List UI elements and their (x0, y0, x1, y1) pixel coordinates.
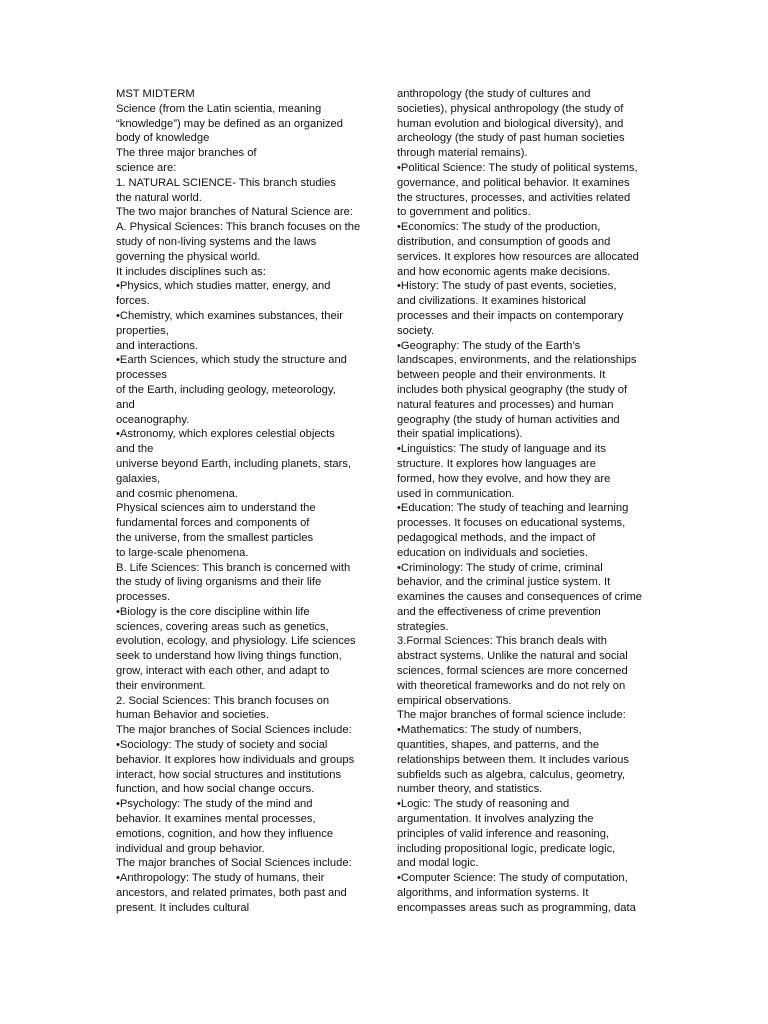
text-line: •Economics: The study of the production, (397, 221, 601, 234)
text-line: It includes disciplines such as: (116, 265, 266, 278)
text-line: archeology (the study of past human societies (397, 132, 625, 145)
text-line: seek to understand how living things function, (116, 650, 342, 663)
text-line: human Behavior and societies. (116, 709, 269, 722)
text-line: The three major branches of (116, 147, 257, 160)
text-line: sciences, covering areas such as genetics, (116, 620, 329, 633)
text-line: •Computer Science: The study of computation, (397, 872, 628, 885)
text-line: including propositional logic, predicate logic, (397, 842, 616, 855)
right-text-column (397, 87, 659, 916)
text-line: the structures, processes, and activities related (397, 191, 631, 204)
text-line: anthropology (the study of cultures and (397, 88, 591, 100)
text-line: education on individuals and societies. (397, 546, 588, 559)
text-line: function, and how social change occurs. (116, 783, 315, 796)
text-line: processes. It focuses on educational systems, (397, 517, 626, 530)
text-line: structure. It explores how languages are (397, 457, 596, 470)
text-line: behavior. It examines mental processes, (116, 813, 316, 826)
text-line: galaxies, (116, 472, 161, 485)
text-line: The two major branches of Natural Science are: (116, 206, 353, 219)
text-line: grow, interact with each other, and adapt to (116, 665, 330, 678)
text-line: evolution, ecology, and physiology. Life sciences (116, 635, 356, 648)
text-line: •Sociology: The study of society and social (116, 739, 328, 752)
text-line: and the effectiveness of crime prevention (397, 605, 601, 618)
text-line: •Linguistics: The study of language and its (397, 443, 606, 456)
text-line: relationships between them. It includes various (397, 753, 629, 766)
text-line: A. Physical Sciences: This branch focuses on the (116, 221, 361, 234)
text-line: their environment. (116, 679, 206, 692)
text-line: The major branches of formal science include: (397, 709, 626, 722)
text-line: •Astronomy, which explores celestial objects (116, 428, 335, 441)
text-line: •Geography: The study of the Earth’s (397, 339, 581, 352)
text-line: geography (the study of human activities and (397, 413, 620, 426)
text-line: •Psychology: The study of the mind and (116, 798, 313, 811)
text-line: pedagogical methods, and the impact of (397, 531, 596, 544)
text-line: •Anthropology: The study of humans, their (116, 872, 325, 885)
text-line: society. (397, 324, 435, 337)
text-line: human evolution and biological diversity), and (397, 117, 624, 130)
text-line: to government and politics. (397, 206, 531, 219)
text-line: individual and group behavior. (116, 842, 265, 855)
text-line: •Mathematics: The study of numbers, (397, 724, 582, 737)
text-line: formed, how they evolve, and how they are (397, 472, 611, 485)
text-line: processes. (116, 591, 171, 604)
text-line: and interactions. (116, 339, 199, 352)
text-line: 3.Formal Sciences: This branch deals with (397, 635, 607, 648)
left-text-column (116, 87, 378, 916)
text-line: •Logic: The study of reasoning and (397, 798, 570, 811)
text-line: abstract systems. Unlike the natural and social (397, 650, 628, 663)
text-line: emotions, cognition, and how they influence (116, 827, 334, 840)
text-line: Science (from the Latin scientia, meaning (116, 102, 322, 115)
text-line: body of knowledge (116, 132, 210, 145)
text-line: •Political Science: The study of political systems, (397, 161, 638, 174)
text-line: forces. (116, 295, 150, 308)
text-line: principles of valid inference and reasoning, (397, 827, 610, 840)
text-line: through material remains). (397, 147, 528, 160)
text-line: examines the causes and consequences of crime (397, 591, 643, 604)
text-line: processes (116, 369, 167, 382)
text-line: and the (116, 443, 154, 456)
text-line: includes both physical geography (the study of (397, 383, 628, 396)
text-line: quantities, shapes, and patterns, and the (397, 739, 600, 752)
text-line: universe beyond Earth, including planets, stars, (116, 457, 352, 470)
text-line: B. Life Sciences: This branch is concerned with (116, 561, 351, 574)
text-line: •Criminology: The study of crime, criminal (397, 561, 603, 574)
text-line: ancestors, and related primates, both past and (116, 887, 347, 900)
text-line: fundamental forces and components of (116, 517, 310, 530)
text-line: MST MIDTERM (116, 88, 195, 100)
text-line: 2. Social Sciences: This branch focuses on (116, 694, 330, 707)
text-line: and cosmic phenomena. (116, 487, 238, 500)
text-line: empirical observations. (397, 694, 512, 707)
text-line: algorithms, and information systems. It (397, 887, 589, 900)
text-line: •Education: The study of teaching and learning (397, 502, 629, 515)
text-line: interact, how social structures and institutions (116, 768, 342, 781)
text-line: “knowledge”) may be defined as an organized (116, 117, 343, 130)
text-line: natural features and processes) and human (397, 398, 614, 411)
text-line: behavior, and the criminal justice system. It (397, 576, 611, 589)
text-line: argumentation. It involves analyzing the (397, 813, 594, 826)
text-line: services. It explores how resources are allocated (397, 250, 639, 263)
text-line: and modal logic. (397, 857, 479, 870)
text-line: societies), physical anthropology (the study of (397, 102, 624, 115)
text-line: •Biology is the core discipline within life (116, 605, 310, 618)
text-line: the natural world. (116, 191, 202, 204)
text-line: oceanography. (116, 413, 190, 426)
text-line: strategies. (397, 620, 449, 633)
text-line: science are: (116, 161, 177, 174)
text-line: Physical sciences aim to understand the (116, 502, 316, 515)
text-line: and civilizations. It examines historical (397, 295, 587, 308)
text-line: to large-scale phenomena. (116, 546, 249, 559)
text-line: governance, and political behavior. It examines (397, 176, 630, 189)
text-line: •History: The study of past events, societies, (397, 280, 617, 293)
text-line: The major branches of Social Sciences include: (116, 724, 352, 737)
text-line: with theoretical frameworks and do not rely on (397, 679, 626, 692)
text-line: sciences, formal sciences are more concerned (397, 665, 628, 678)
text-line: the universe, from the smallest particles (116, 531, 314, 544)
text-line: properties, (116, 324, 169, 337)
text-line: their spatial implications). (397, 428, 523, 441)
text-line: processes and their impacts on contemporary (397, 309, 624, 322)
text-line: the study of living organisms and their life (116, 576, 322, 589)
text-line: and how economic agents make decisions. (397, 265, 611, 278)
text-line: encompasses areas such as programming, data (397, 901, 636, 914)
text-line: used in communication. (397, 487, 515, 500)
text-line: subfields such as algebra, calculus, geometry, (397, 768, 626, 781)
text-line: present. It includes cultural (116, 901, 250, 914)
text-line: of the Earth, including geology, meteorology, (116, 383, 336, 396)
text-line: and (116, 398, 135, 411)
text-line: •Chemistry, which examines substances, their (116, 309, 343, 322)
text-line: •Earth Sciences, which study the structure and (116, 354, 347, 367)
text-line: study of non-living systems and the laws (116, 235, 317, 248)
text-line: distribution, and consumption of goods and (397, 235, 611, 248)
text-line: •Physics, which studies matter, energy, and (116, 280, 331, 293)
text-line: number theory, and statistics. (397, 783, 543, 796)
text-line: behavior. It explores how individuals and groups (116, 753, 355, 766)
text-line: 1. NATURAL SCIENCE- This branch studies (116, 176, 336, 189)
text-line: between people and their environments. It (397, 369, 606, 382)
text-line: landscapes, environments, and the relationships (397, 354, 637, 367)
text-line: The major branches of Social Sciences include: (116, 857, 352, 870)
text-line: governing the physical world. (116, 250, 261, 263)
